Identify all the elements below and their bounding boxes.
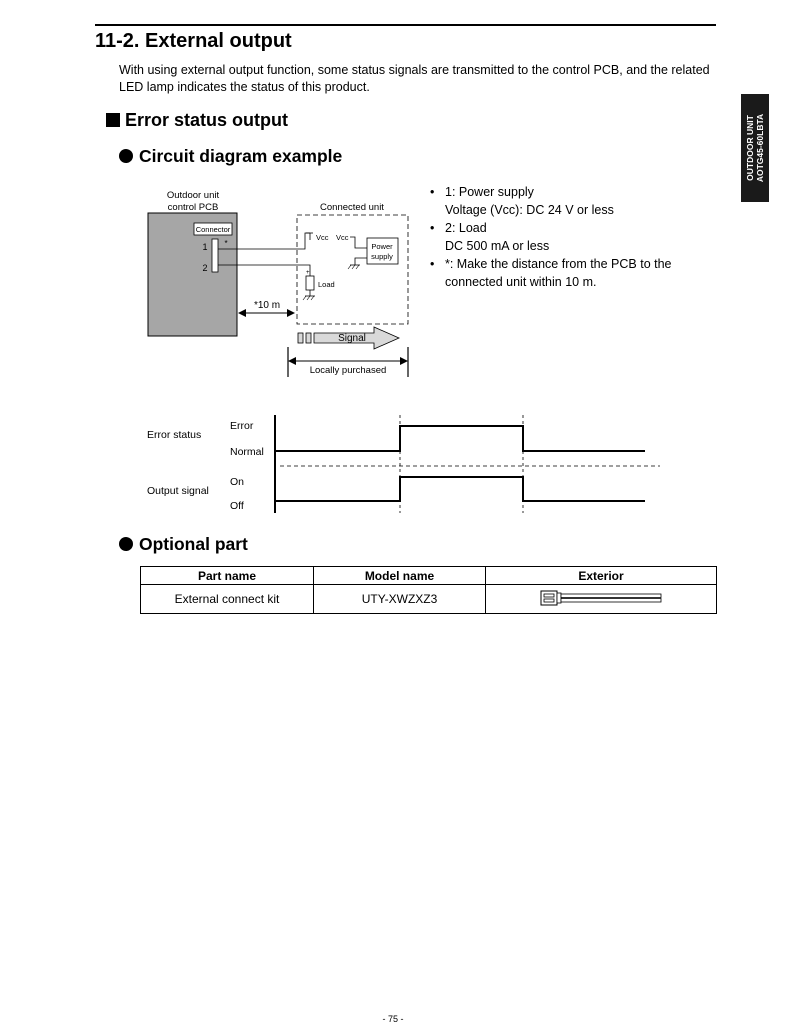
side-tab-line1: OUTDOOR UNIT: [745, 115, 756, 181]
vcc2-label: Vcc: [336, 233, 349, 242]
connector-label: Connector: [195, 225, 231, 234]
side-tab-line2: AOTG45-60LBTA: [755, 113, 766, 183]
output-signal-waveform: [275, 477, 645, 501]
connected-unit-label: Connected unit: [320, 202, 384, 213]
signal-label: Signal: [338, 333, 366, 344]
off-label: Off: [230, 500, 244, 512]
load-resistor: [306, 276, 314, 290]
supply-label: supply: [371, 252, 393, 261]
normal-label: Normal: [230, 446, 264, 458]
error-status-label: Error status: [147, 429, 202, 441]
locally-purchased-label: Locally purchased: [309, 365, 387, 376]
page-number: - 75 -: [382, 1014, 404, 1024]
connector-pins: [212, 239, 218, 272]
connected-unit-box: [297, 215, 408, 324]
optional-part-heading: Optional part: [119, 534, 248, 555]
pin1-label: 1: [202, 242, 208, 252]
note-item: • 2: Load DC 500 mA or less: [430, 221, 550, 253]
pin2-label: 2: [202, 263, 208, 273]
vcc1-label: Vcc: [316, 233, 329, 242]
circle-bullet-icon: [119, 537, 133, 551]
note-item: • 1: Power supply Voltage (Vcc): DC 24 V or less: [430, 185, 614, 217]
error-label: Error: [230, 420, 254, 432]
outdoor-unit-label: Outdoor unit: [166, 190, 220, 201]
table-row: [141, 585, 717, 614]
model-name-cell: UTY-XWZXZ3: [314, 585, 486, 614]
distance-label: *10 m: [253, 300, 281, 311]
error-status-waveform: [275, 426, 645, 451]
column-header: Exterior: [486, 567, 717, 585]
power-label: Power: [371, 242, 393, 251]
asterisk-label: *: [224, 239, 228, 248]
section-title: 11-2. External output: [95, 30, 292, 52]
optional-part-table: [140, 566, 717, 614]
circuit-diagram-heading: Circuit diagram example: [119, 146, 342, 167]
table-header-row: [141, 567, 717, 585]
error-status-output-heading: Error status output: [106, 110, 288, 131]
part-name-cell: External connect kit: [141, 585, 314, 614]
control-pcb-label: control PCB: [167, 202, 219, 213]
load-plus: +: [306, 270, 310, 276]
on-label: On: [230, 476, 245, 488]
column-header: Model name: [314, 567, 486, 585]
note-item: • *: Make the distance from the PCB to the connected unit within 10 m.: [430, 257, 672, 289]
connect-kit-icon: [536, 588, 666, 608]
load-label: Load: [318, 280, 335, 289]
column-header: Part name: [141, 567, 314, 585]
exterior-cell: [486, 585, 717, 614]
output-signal-label: Output signal: [147, 485, 209, 497]
intro-paragraph: With using external output function, some status signals are transmitted to the control PCB, and the related LED lamp indicates the status of this product.: [119, 63, 710, 94]
